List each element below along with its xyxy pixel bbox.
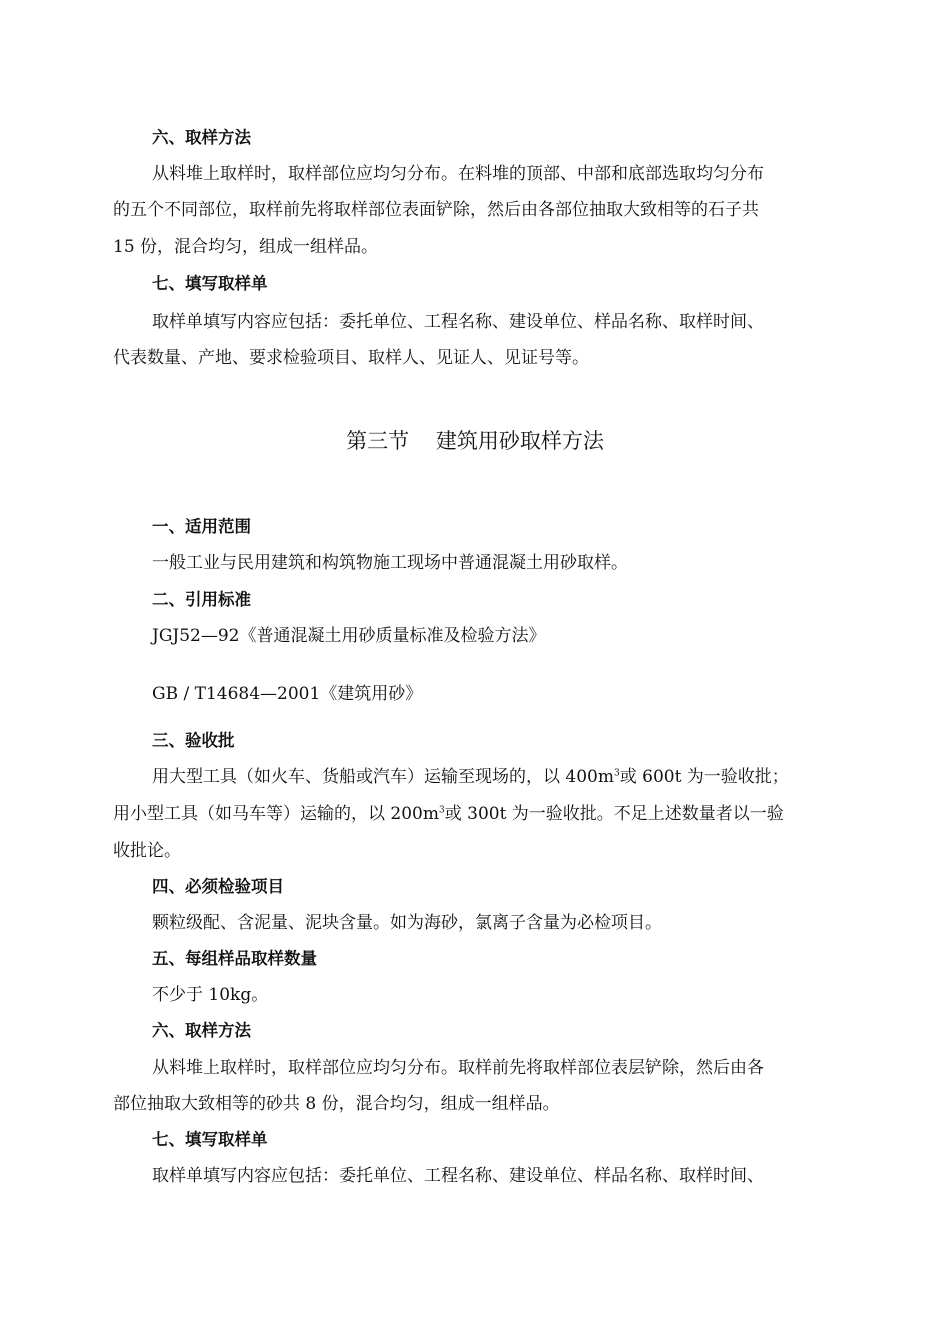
section-title: 第三节 建筑用砂取样方法 xyxy=(346,429,604,453)
paragraph-line: 部位抽取大致相等的砂共 8 份，混合均匀，组成一组样品。 xyxy=(113,1094,560,1114)
text-segment: 或 300t 为一验收批。不足上述数量者以一验 xyxy=(444,804,784,824)
paragraph-line: 从料堆上取样时，取样部位应均匀分布。取样前先将取样部位表层铲除，然后由各 xyxy=(152,1058,764,1078)
heading-scope: 一、适用范围 xyxy=(152,517,251,536)
paragraph-line: 的五个不同部位，取样前先将取样部位表面铲除，然后由各部位抽取大致相等的石子共 xyxy=(113,200,759,220)
paragraph-line xyxy=(113,803,784,825)
text-segment: 用大型工具（如火车、货船或汽车）运输至现场的，以 400m xyxy=(152,767,614,787)
text-segment: 或 600t 为一验收批； xyxy=(619,767,789,787)
heading-sampling-method: 六、取样方法 xyxy=(152,1021,251,1040)
heading-sample-quantity: 五、每组样品取样数量 xyxy=(152,949,317,968)
superscript: 3 xyxy=(438,805,445,816)
paragraph-line: 取样单填写内容应包括：委托单位、工程名称、建设单位、样品名称、取样时间、 xyxy=(152,1166,764,1186)
heading-fill-sampling-form: 七、填写取样单 xyxy=(152,274,268,293)
heading-sampling-method: 六、取样方法 xyxy=(152,128,251,147)
paragraph-line: 代表数量、产地、要求检验项目、取样人、见证人、见证号等。 xyxy=(113,348,589,368)
heading-acceptance-batch: 三、验收批 xyxy=(152,731,235,750)
paragraph-line: 不少于 10kg。 xyxy=(152,985,269,1005)
paragraph-line xyxy=(152,766,789,788)
paragraph-line: 颗粒级配、含泥量、泥块含量。如为海砂，氯离子含量为必检项目。 xyxy=(152,913,662,933)
reference-standard: JGJ52—92《普通混凝土用砂质量标准及检验方法》 xyxy=(152,626,546,646)
text-segment: 用小型工具（如马车等）运输的，以 200m xyxy=(113,804,439,824)
paragraph-line: 从料堆上取样时，取样部位应均匀分布。在料堆的顶部、中部和底部选取均匀分布 xyxy=(152,164,764,184)
paragraph-line: 取样单填写内容应包括：委托单位、工程名称、建设单位、样品名称、取样时间、 xyxy=(152,312,764,332)
heading-required-tests: 四、必须检验项目 xyxy=(152,877,284,896)
reference-standard: GB / T14684—2001《建筑用砂》 xyxy=(152,684,423,704)
paragraph-line: 15 份，混合均匀，组成一组样品。 xyxy=(113,237,379,257)
paragraph-line: 收批论。 xyxy=(113,841,181,861)
heading-fill-sampling-form: 七、填写取样单 xyxy=(152,1130,268,1149)
superscript: 3 xyxy=(613,768,620,779)
paragraph-line: 一般工业与民用建筑和构筑物施工现场中普通混凝土用砂取样。 xyxy=(152,553,628,573)
heading-references: 二、引用标准 xyxy=(152,590,251,609)
